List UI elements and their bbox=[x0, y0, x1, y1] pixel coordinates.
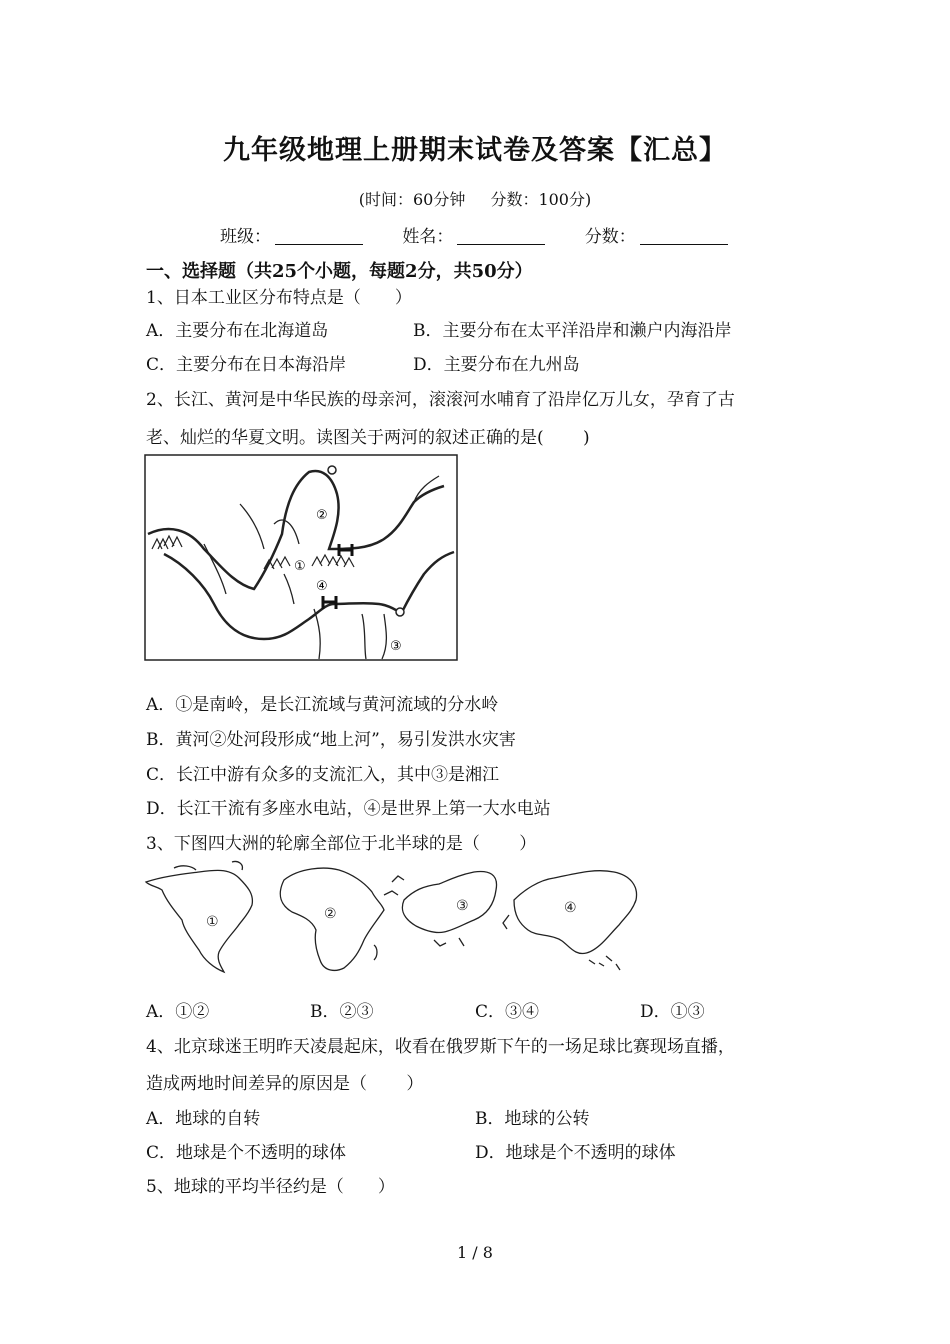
score-label: 分数： bbox=[584, 227, 636, 247]
continent-label-2: ② bbox=[324, 906, 337, 922]
class-blank[interactable] bbox=[275, 228, 363, 245]
class-label: 班级： bbox=[220, 227, 271, 247]
question-2-stem-line-2: 老、灿烂的华夏文明。读图关于两河的叙述正确的是( ) bbox=[146, 428, 590, 448]
question-2-option-b: B．黄河②处河段形成“地上河”，易引发洪水灾害 bbox=[146, 730, 516, 750]
question-1-option-a: A．主要分布在北海道岛 bbox=[146, 321, 329, 341]
score-field[interactable] bbox=[585, 222, 728, 247]
question-4-option-a: A．地球的自转 bbox=[146, 1109, 261, 1129]
continent-label-1: ① bbox=[206, 914, 219, 930]
page-number: 1 / 8 bbox=[457, 1243, 493, 1262]
continents-figure bbox=[144, 860, 644, 975]
question-1-option-c: C．主要分布在日本海沿岸 bbox=[146, 355, 347, 375]
question-3-option-d: D．①③ bbox=[640, 1002, 705, 1022]
question-2-option-a: A．①是南岭，是长江流域与黄河流域的分水岭 bbox=[146, 695, 499, 715]
student-info-fields bbox=[220, 222, 762, 247]
rivers-map bbox=[144, 454, 459, 662]
question-2-option-d: D．长江干流有多座水电站，④是世界上第一大水电站 bbox=[146, 799, 551, 819]
name-label: 姓名： bbox=[402, 227, 454, 247]
score-blank[interactable] bbox=[640, 228, 728, 245]
map-label-3: ③ bbox=[390, 639, 402, 654]
question-3-option-b: B．②③ bbox=[310, 1002, 374, 1022]
continent-label-4: ④ bbox=[564, 900, 577, 916]
question-2-option-c: C．长江中游有众多的支流汇入，其中③是湘江 bbox=[146, 765, 500, 785]
map-label-4: ④ bbox=[316, 579, 328, 594]
question-3-stem: 3、下图四大洲的轮廓全部位于北半球的是（ ） bbox=[146, 834, 537, 854]
question-3-option-c: C．③④ bbox=[475, 1002, 540, 1022]
question-4-stem-line-1: 4、北京球迷王明昨天凌晨起床，收看在俄罗斯下午的一场足球比赛现场直播， bbox=[146, 1037, 735, 1057]
question-4-stem-line-2: 造成两地时间差异的原因是（ ） bbox=[146, 1074, 424, 1094]
class-field[interactable] bbox=[220, 222, 363, 247]
question-1-option-b: B．主要分布在太平洋沿岸和濑户内海沿岸 bbox=[413, 321, 732, 341]
question-3-option-a: A．①② bbox=[146, 1002, 210, 1022]
continent-label-3: ③ bbox=[456, 898, 469, 914]
question-4-option-c: C．地球是个不透明的球体 bbox=[146, 1143, 347, 1163]
map-label-2: ② bbox=[316, 508, 328, 523]
section-title: 一、选择题（共25个小题，每题2分，共50分） bbox=[146, 261, 533, 282]
name-blank[interactable] bbox=[457, 228, 545, 245]
question-4-option-b: B．地球的公转 bbox=[475, 1109, 590, 1129]
question-1-option-d: D．主要分布在九州岛 bbox=[413, 355, 580, 375]
question-5-stem: 5、地球的平均半径约是（ ） bbox=[146, 1177, 395, 1197]
question-2-stem-line-1: 2、长江、黄河是中华民族的母亲河，滚滚河水哺育了沿岸亿万儿女，孕育了古 bbox=[146, 390, 735, 410]
question-4-option-d: D．地球是个不透明的球体 bbox=[475, 1143, 676, 1163]
exam-meta: (时间：60分钟 分数：100分) bbox=[358, 190, 592, 209]
page-title: 九年级地理上册期末试卷及答案【汇总】 bbox=[223, 135, 727, 166]
map-label-1: ① bbox=[294, 559, 306, 574]
question-1-stem: 1、日本工业区分布特点是（ ） bbox=[146, 288, 412, 308]
name-field[interactable] bbox=[402, 222, 545, 247]
